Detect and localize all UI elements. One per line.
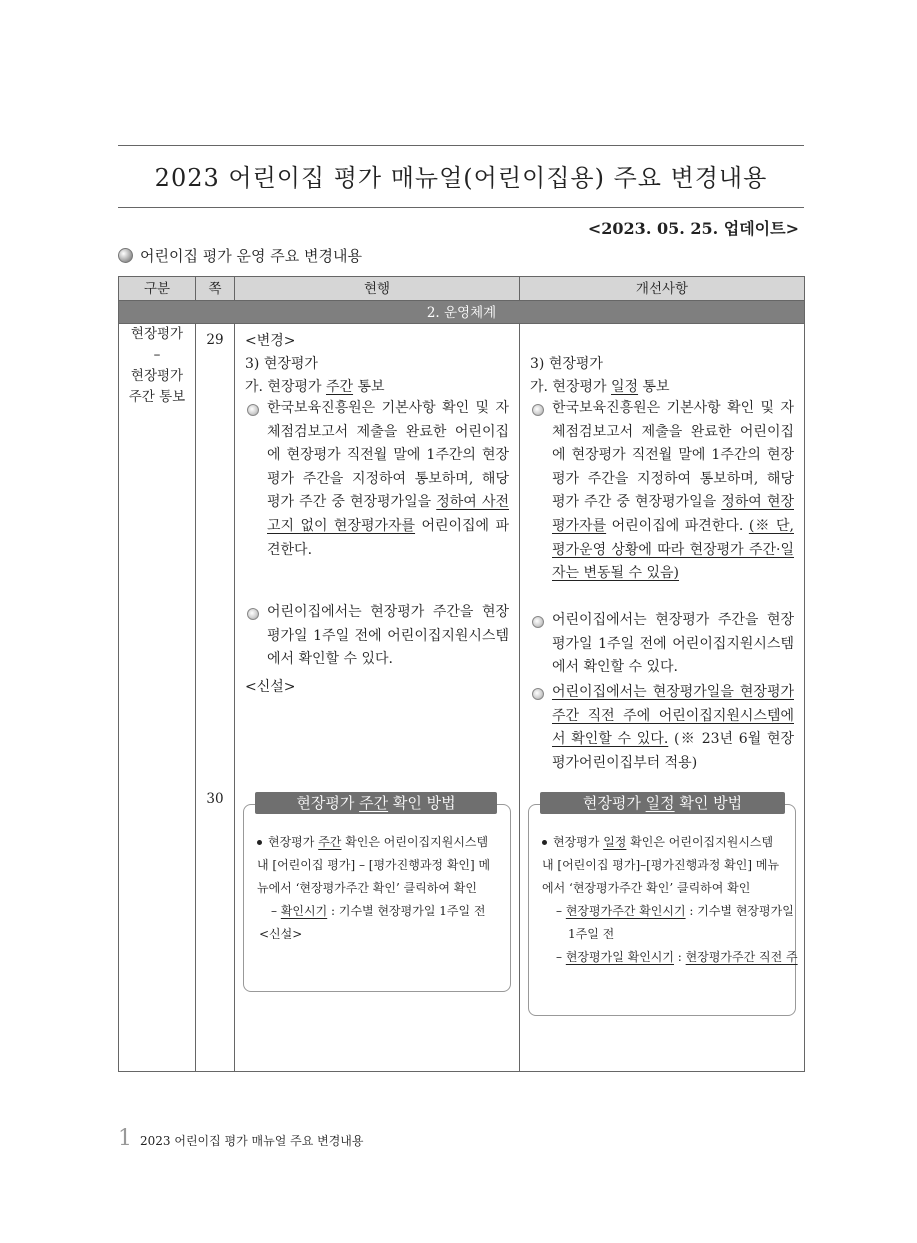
current-paragraph-1: 한국보육진흥원은 기본사항 확인 및 자체점검보고서 제출을 완료한 어린이집에 현장평가 직전월 말에 1주간의 현장평가 주간을 지정하여 통보하며, 해당 평가 주간 중 현장평가일을 정하여 사전 고지 없이 현장평가자를 어린이집에 파견한다. xyxy=(267,400,509,558)
circle-bullet-icon xyxy=(247,404,259,416)
current-box-new-tag: <신설> xyxy=(259,927,303,941)
header-page: 쪽 xyxy=(196,277,235,301)
change-tag: <변경> xyxy=(245,333,296,349)
current-heading-1: 3) 현장평가 xyxy=(245,356,318,372)
current-heading-2: 가. 현장평가 주간 통보 xyxy=(245,379,385,395)
category-line: – xyxy=(153,347,161,363)
category-cell xyxy=(119,324,196,1072)
top-rule xyxy=(118,145,804,146)
section-heading-text: 어린이집 평가 운영 주요 변경내용 xyxy=(140,247,362,265)
title-underline xyxy=(118,207,804,208)
dot-bullet-icon xyxy=(542,840,547,845)
new-tag: <신설> xyxy=(245,679,296,695)
content-row xyxy=(119,324,805,1072)
header-current: 현행 xyxy=(235,277,520,301)
page-cell xyxy=(196,324,235,1072)
current-box-bullet: 현장평가 주간 확인은 어린이집지원시스템 내 [어린이집 평가] – [평가진행과정 확인] 메뉴에서 ‘현장평가주간 확인’ 클릭하여 확인 xyxy=(257,835,491,895)
circle-bullet-icon xyxy=(532,616,544,628)
improved-paragraph-2: 어린이집에서는 현장평가 주간을 현장평가일 1주일 전에 어린이집지원시스템에서 확인할 수 있다. xyxy=(552,612,794,676)
header-row xyxy=(119,277,805,301)
changes-table xyxy=(118,276,805,1072)
page-footer xyxy=(118,1126,364,1151)
category-line: 현장평가 xyxy=(130,326,184,342)
current-cell xyxy=(235,324,520,1072)
circle-bullet-icon xyxy=(247,608,259,620)
improved-heading-1: 3) 현장평가 xyxy=(530,356,603,372)
improved-box-title: 현장평가 일정 확인 방법 xyxy=(540,792,785,814)
footer-page-number: 1 xyxy=(118,1126,132,1151)
footer-text: 2023 어린이집 평가 매뉴얼 주요 변경내용 xyxy=(140,1134,364,1148)
category-line: 주간 통보 xyxy=(128,389,186,405)
page-title: 2023 어린이집 평가 매뉴얼(어린이집용) 주요 변경내용 xyxy=(154,164,768,192)
improved-box-dash-2: – 현장평가일 확인시기 : 현장평가주간 직전 주 xyxy=(556,950,798,964)
circle-bullet-icon xyxy=(118,248,133,263)
improved-box-dash-1: – 현장평가주간 확인시기 : 기수별 현장평가일 1주일 전 xyxy=(556,904,794,941)
header-improved: 개선사항 xyxy=(520,277,805,301)
band-label: 2. 운영체계 xyxy=(119,301,805,324)
page-number: 30 xyxy=(206,791,224,807)
current-box-title: 현장평가 주간 확인 방법 xyxy=(255,792,497,814)
current-paragraph-2: 어린이집에서는 현장평가 주간을 현장평가일 1주일 전에 어린이집지원시스템에서 확인할 수 있다. xyxy=(267,604,509,668)
improved-cell xyxy=(520,324,805,1072)
dot-bullet-icon xyxy=(257,840,262,845)
circle-bullet-icon xyxy=(532,404,544,416)
band-row xyxy=(119,301,805,324)
improved-paragraph-3: 어린이집에서는 현장평가일을 현장평가주간 직전 주에 어린이집지원시스템에서 확인할 수 있다. (※ 23년 6월 현장평가어린이집부터 적용) xyxy=(552,684,794,771)
page-number: 29 xyxy=(206,332,224,348)
category-line: 현장평가 xyxy=(130,368,184,384)
improved-paragraph-1: 한국보육진흥원은 기본사항 확인 및 자체점검보고서 제출을 완료한 어린이집에 현장평가 직전월 말에 1주간의 현장평가 주간을 지정하여 통보하며, 해당 평가 주간 중 현장평가일을 정하여 현장평가자를 어린이집에 파견한다. (※ 단, 평가운영 상황에 따라 현장평가 주간·일자는 변동될 수 있음) xyxy=(552,400,794,582)
circle-bullet-icon xyxy=(532,688,544,700)
header-category: 구분 xyxy=(119,277,196,301)
update-date: <2023. 05. 25. 업데이트> xyxy=(587,219,799,238)
improved-heading-2: 가. 현장평가 일정 통보 xyxy=(530,379,670,395)
improved-box-bullet: 현장평가 일정 확인은 어린이집지원시스템 내 [어린이집 평가]–[평가진행과정 확인] 메뉴에서 ‘현장평가주간 확인’ 클릭하여 확인 xyxy=(542,835,780,895)
section-heading xyxy=(118,245,362,266)
current-box-dash: – 확인시기 : 기수별 현장평가일 1주일 전 xyxy=(271,904,486,918)
